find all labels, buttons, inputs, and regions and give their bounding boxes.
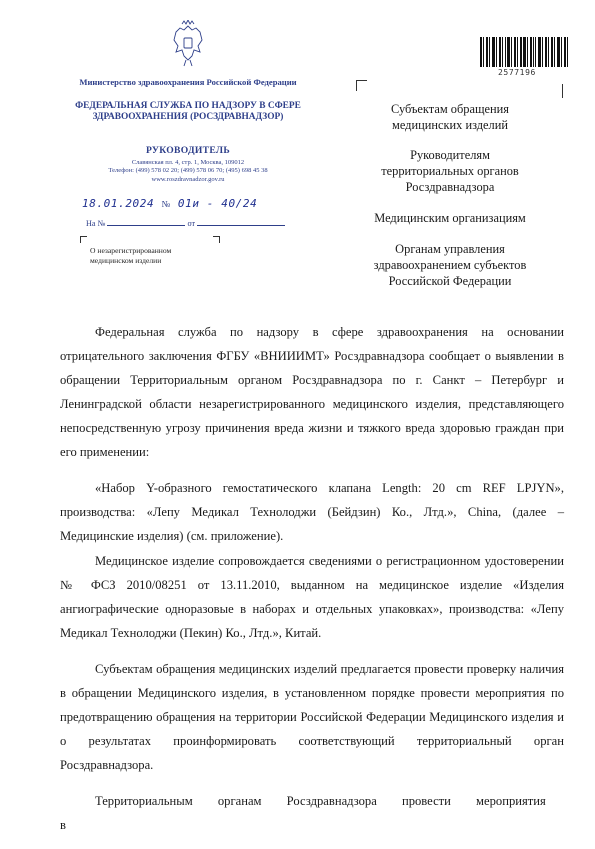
paragraph: Территориальным органам Росздравнадзора провести мероприятия в (60, 794, 546, 832)
ref-number-blank (107, 217, 185, 226)
corner-mark (80, 236, 87, 243)
phones: Телефон: (499) 578 02 20; (499) 578 06 70; (495) 698 45 38 (108, 167, 268, 175)
reference-line (86, 217, 285, 228)
address: Славянская пл. 4, стр. 1, Москва, 109012 (131, 159, 245, 166)
corner-mark (213, 236, 220, 243)
addressee-subjects: Субъектам обращения медицинских изделий (391, 102, 509, 133)
service-name: ФЕДЕРАЛЬНАЯ СЛУЖБА ПО НАДЗОРУ В СФЕРЕ ЗДРАВООХРАНЕНИЯ (РОСЗДРАВНАДЗОР) (75, 101, 301, 122)
addressee-medical-organizations: Медицинским организациям (374, 211, 526, 225)
ref-from: от (187, 219, 196, 228)
head-title: РУКОВОДИТЕЛЬ (145, 145, 231, 156)
addressee-health-authorities: Органам управления здравоохранением субъектов Российской Федерации (373, 242, 527, 289)
letter-body (60, 320, 564, 849)
date-number-line (82, 197, 257, 210)
website: www.roszdravnadzor.gov.ru (151, 175, 225, 183)
coat-of-arms-icon (170, 20, 206, 68)
ref-date-blank (197, 217, 285, 226)
paragraph: «Набор Y-образного гемостатического клапана Length: 20 cm REF LPJYN», производства: «Лепу Медикал Технолоджи (Бейдзин) Ко., Лтд.», China, (далее – Медицинские изделия) (см. приложение). (60, 481, 564, 543)
corner-mark (356, 80, 367, 91)
addressee-territorial-heads: Руководителям территориальных органов Росздравнадзора (381, 148, 519, 195)
paragraph: Федеральная служба по надзору в сфере здравоохранения на основании отрицательного заключения ФГБУ «ВНИИИМТ» Росздравнадзора сообщает о выявлении в обращении Территориальным органом Росздравнадзора по г. Санкт – Петербург и Ленинградской области незарегистрированного медицинского изделия, представляющего непосредственную угрозу причинения вреда жизни и тяжкого вреда здоровью граждан при его применении: (60, 325, 564, 459)
paragraph: Субъектам обращения медицинских изделий предлагается провести проверку наличия в обращении Медицинского изделия, в установленном порядке провести мероприятия по предотвращению обращения на территории Российской Федерации Медицинского изделия и о результатах проинформировать соответствующий территориальный орган Росздравнадзора. (60, 662, 564, 772)
number-sign: № (161, 199, 171, 209)
corner-mark (562, 84, 564, 98)
number-handwritten: 01и - 40/24 (177, 197, 258, 210)
ministry-name: Министерство здравоохранения Российской Федерации (79, 77, 297, 87)
date-handwritten: 18.01.2024 (82, 197, 155, 210)
ref-label: На № (86, 219, 106, 228)
barcode-icon (480, 37, 568, 67)
paragraph: Медицинское изделие сопровождается сведениями о регистрационном удостоверении № ФСЗ 2010/08251 от 13.11.2010, выданном на медицинское изделие «Изделия ангиографические одноразовые в наборах и отдельных упаковках», производства: «Лепу Медикал Технолоджи (Пекин) Ко., Лтд.», Китай. (60, 554, 564, 640)
barcode-number: 2577196 (498, 68, 536, 77)
contacts (70, 159, 306, 184)
subject-text: О незарегистрированном медицинском изделии (90, 246, 172, 266)
subject-box (80, 236, 220, 272)
